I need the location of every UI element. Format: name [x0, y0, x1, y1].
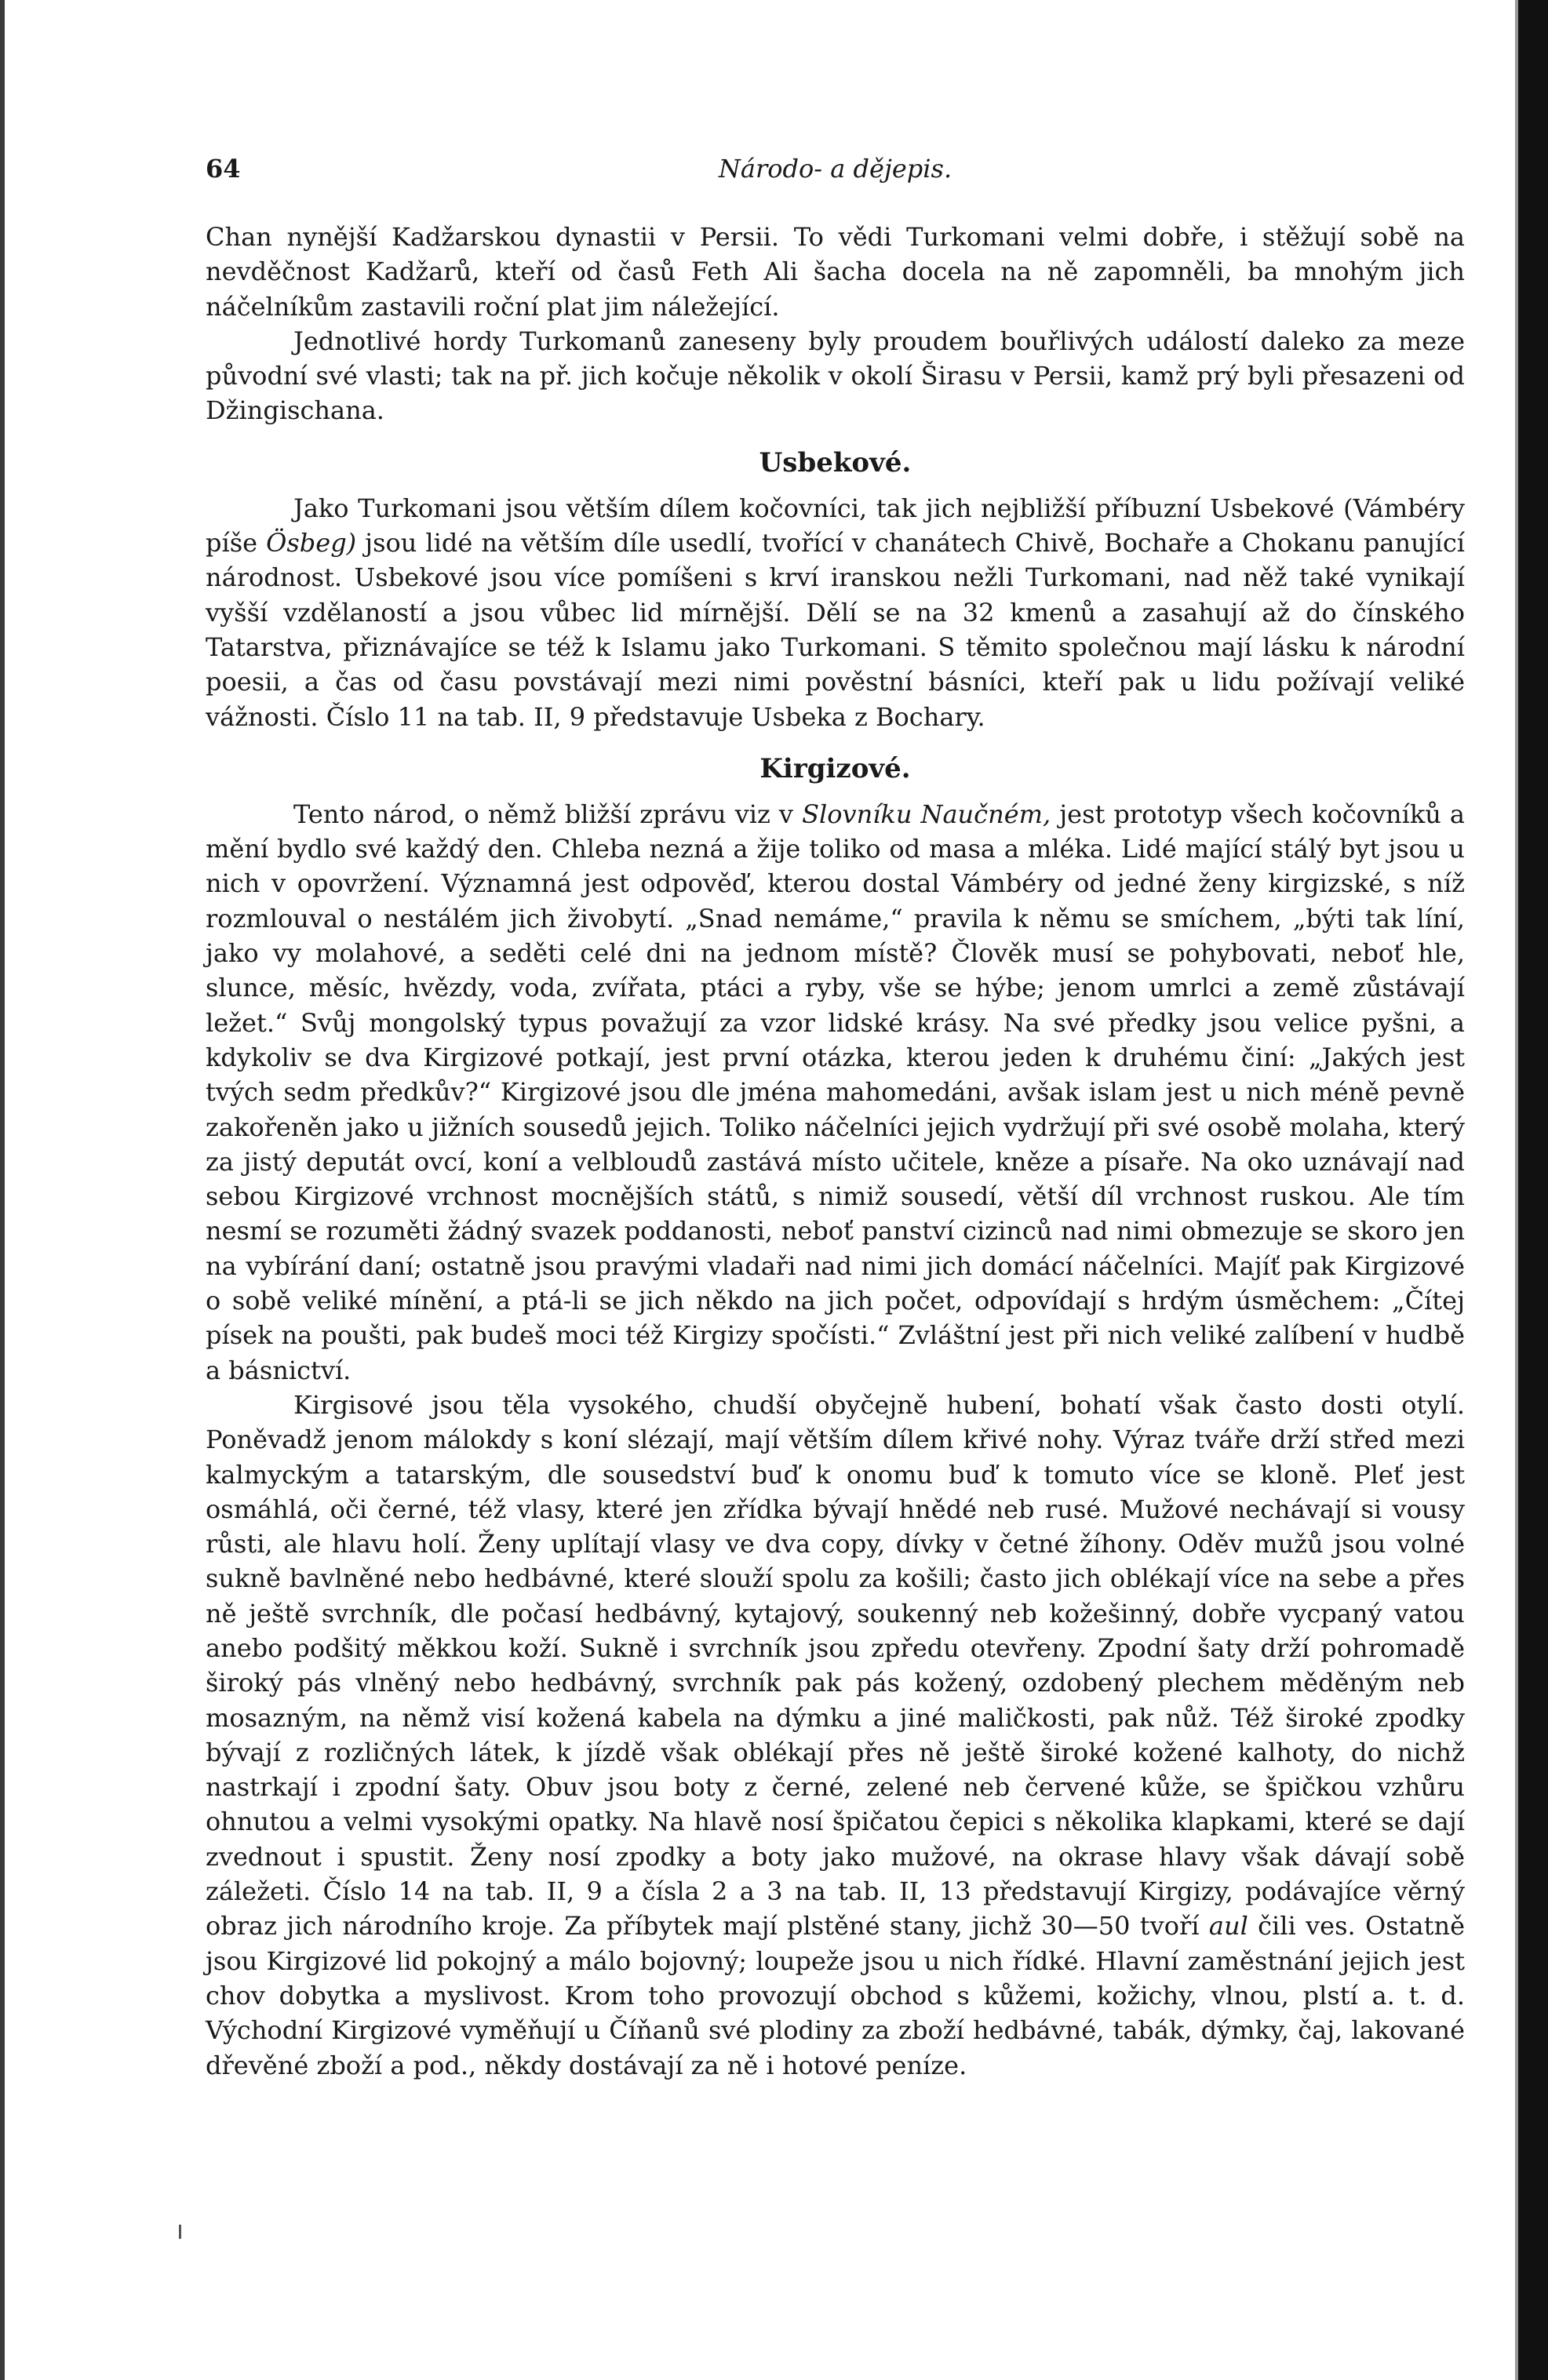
section-heading-usbekove: Usbekové. [759, 446, 912, 479]
kirgizove-paragraph-2 [206, 1388, 1465, 2083]
page-content [206, 154, 1465, 2083]
kirgizove-paragraph-1 [206, 797, 1465, 1388]
kirgizove-p1-emphasis: Slovníku Naučném, [802, 799, 1051, 829]
kirgizove-p1-text-b: jest prototyp všech kočovníků a mění bydlo své každý den. Chleba nezná a žije toliko od masa a mléka. Lidé mající stálý byt jsou u nich v opovržení. Významná jest odpověď, kterou dostal Vámbéry od jedné ženy kirgizské, s níž rozmlouval o nestálém jich živobytí. „Snad nemáme,“ pravila k němu se smíchem, „býti tak líní, jako vy molahové, a seděti celé dni na jednom místě? Člověk musí se pohybovati, neboť hle, slunce, měsíc, hvězdy, voda, zvířata, ptáci a ryby, vše se hýbe; jenom umrlci a země zůstávají ležet.“ Svůj mongolský typus považují za vzor lidské krásy. Na své předky jsou velice pyšni, a kdykoliv se dva Kirgizové potkají, jest první otázka, kterou jeden k druhému činí: „Jakých jest tvých sedm předkův?“ Kirgizové jsou dle jména mahomedáni, avšak islam jest u nich méně pevně zakořeněn jako u jižních sousedů jejich. Toliko náčelníci jejich vydržují při své osobě molaha, který za jistý deputát ovcí, koní a velbloudů zastává místo učitele, kněze a písaře. Na oko uznávají nad sebou Kirgizové vrchnost mocnějších států, s nimiž sousedí, větší díl vrchnost ruskou. Ale tím nesmí se rozuměti žádný svazek poddanosti, neboť panství cizinců nad nimi obmezuje se skoro jen na vybírání daní; ostatně jsou pravými vladaři nad nimi jich domácí náčelníci. Majíť pak Kirgizové o sobě veliké mínění, a ptá-li se jich někdo na jich počet, odpovídají s hrdým úsměchem: „Čítej písek na poušti, pak budeš moci též Kirgizy spočísti.“ Zvláštní jest při nich veliké zalíbení v hudbě a básnictví. [206, 799, 1466, 1385]
running-head [206, 154, 1465, 191]
kirgizove-p2-text-a: Kirgisové jsou těla vysokého, chudší obyčejně hubení, bohatí však často dosti otylí. Poněvadž jenom málokdy s koní slézají, mají větším dílem křivé nohy. Výraz tváře drží střed mezi kalmyckým a tatarským, dle sousedství buď k onomu buď k tomuto více se kloně. Pleť jest osmáhlá, oči černé, též vlasy, které jen zřídka bývají hnědé neb rusé. Mužové nechávají si vousy růsti, ale hlavu holí. Ženy uplítají vlasy ve dva copy, dívky v četné žíhony. Oděv mužů jsou volné sukně bavlněné nebo hedbávné, které slouží spolu za košili; často jich oblékají více na sebe a přes ně ještě svrchník, dle počasí hedbávný, kytajový, soukenný neb kožešinný, dobře vycpaný vatou anebo podšitý měkkou koží. Sukně i svrchník jsou zpředu otevřeny. Zpodní šaty drží pohromadě široký pás vlněný nebo hedbávný, svrchník pak pás kožený, ozdobený plechem měděným neb mosazným, na němž visí kožená kabela na dýmku a jiné maličkosti, pak nůž. Též široké zpodky bývají z rozličných látek, k jízdě však oblékají přes ně ještě široké kožené kalhoty, do nichž nastrkají i zpodní šaty. Obuv jsou boty z černé, zelené neb červené kůže, se špičkou vzhůru ohnutou a velmi vysokými opatky. Na hlavě nosí špičatou čepici s několika klapkami, které se dají zvednout i spustit. Ženy nosí zpodky a boty jako mužové, na okrase hlavy však dávají sobě záležeti. Číslo 14 na tab. II, 9 a čísla 2 a 3 na tab. II, 13 představují Kirgizy, podávajíce věrný obraz jich národního kroje. Za příbytek mají plstěné stany, jichž 30—50 tvoří [206, 1389, 1465, 1941]
running-title: Národo- a dějepis. [718, 154, 952, 184]
kirgizove-p2-emphasis: aul [1208, 1911, 1248, 1941]
usbekove-text-a: Jako Turkomani jsou větším dílem kočovníci, tak jich nejbližší příbuzní Usbekové (Vámbéry píše [206, 493, 1465, 559]
usbekove-emphasis: Ösbeg) [266, 528, 357, 559]
stray-ink-mark [179, 2225, 181, 2239]
scan-edge-right [1518, 0, 1548, 2380]
kirgizove-p1-text-a: Tento národ, o němž bližší zprávu viz v [293, 799, 803, 829]
intro-paragraph-2: Jednotlivé hordy Turkomanů zaneseny byly proudem bouřlivých událostí daleko za meze původní své vlasti; tak na př. jich kočuje několik v okolí Širasu v Persii, kamž prý byli přesazeni od Džingischana. [206, 326, 1465, 426]
scan-edge-left [0, 0, 5, 2380]
section-heading-kirgizove: Kirgizové. [759, 752, 911, 784]
kirgizove-p2-text-b: čili ves. Ostatně jsou Kirgizové lid pokojný a málo bojovný; loupeže jsou u nich řídké. Hlavní zaměstnání jejich jest chov dobytka a myslivost. Krom toho provozují obchod s kůžemi, kožichy, vlnou, plstí a. t. d. Východní Kirgizové vyměňují u Číňanů své plodiny za zboží hedbávné, tabák, dýmky, čaj, lakované dřevěné zboží a pod., někdy dostávají za ně i hotové peníze. [206, 1911, 1466, 2080]
usbekove-paragraph [206, 491, 1465, 734]
intro-paragraph-1: Chan nynější Kadžarskou dynastii v Persii. To vědi Turkomani velmi dobře, i stěžují sobě na nevděčnost Kadžarů, kteří od časů Feth Ali šacha docela na ně zapomněli, ba mnohým jich náčelníkům zastavili roční plat jim náležející. [206, 222, 1465, 322]
page-number: 64 [206, 154, 241, 184]
usbekove-text-b: jsou lidé na větším díle usedlí, tvořící v chanátech Chivě, Bochaře a Chokanu panující národnost. Usbekové jsou více pomíšeni s krví iranskou nežli Turkomani, nad něž také vynikají vyšší vzdělaností a jsou vůbec lid mírnější. Dělí se na 32 kmenů a zasahují až do čínského Tatarstva, přiznávajíce se též k Islamu jako Turkomani. S těmito společnou mají lásku k národní poesii, a čas od času povstávají mezi nimi pověstní básníci, kteří pak u lidu požívají veliké vážnosti. Číslo 11 na tab. II, 9 představuje Usbeka z Bochary. [206, 528, 1466, 732]
